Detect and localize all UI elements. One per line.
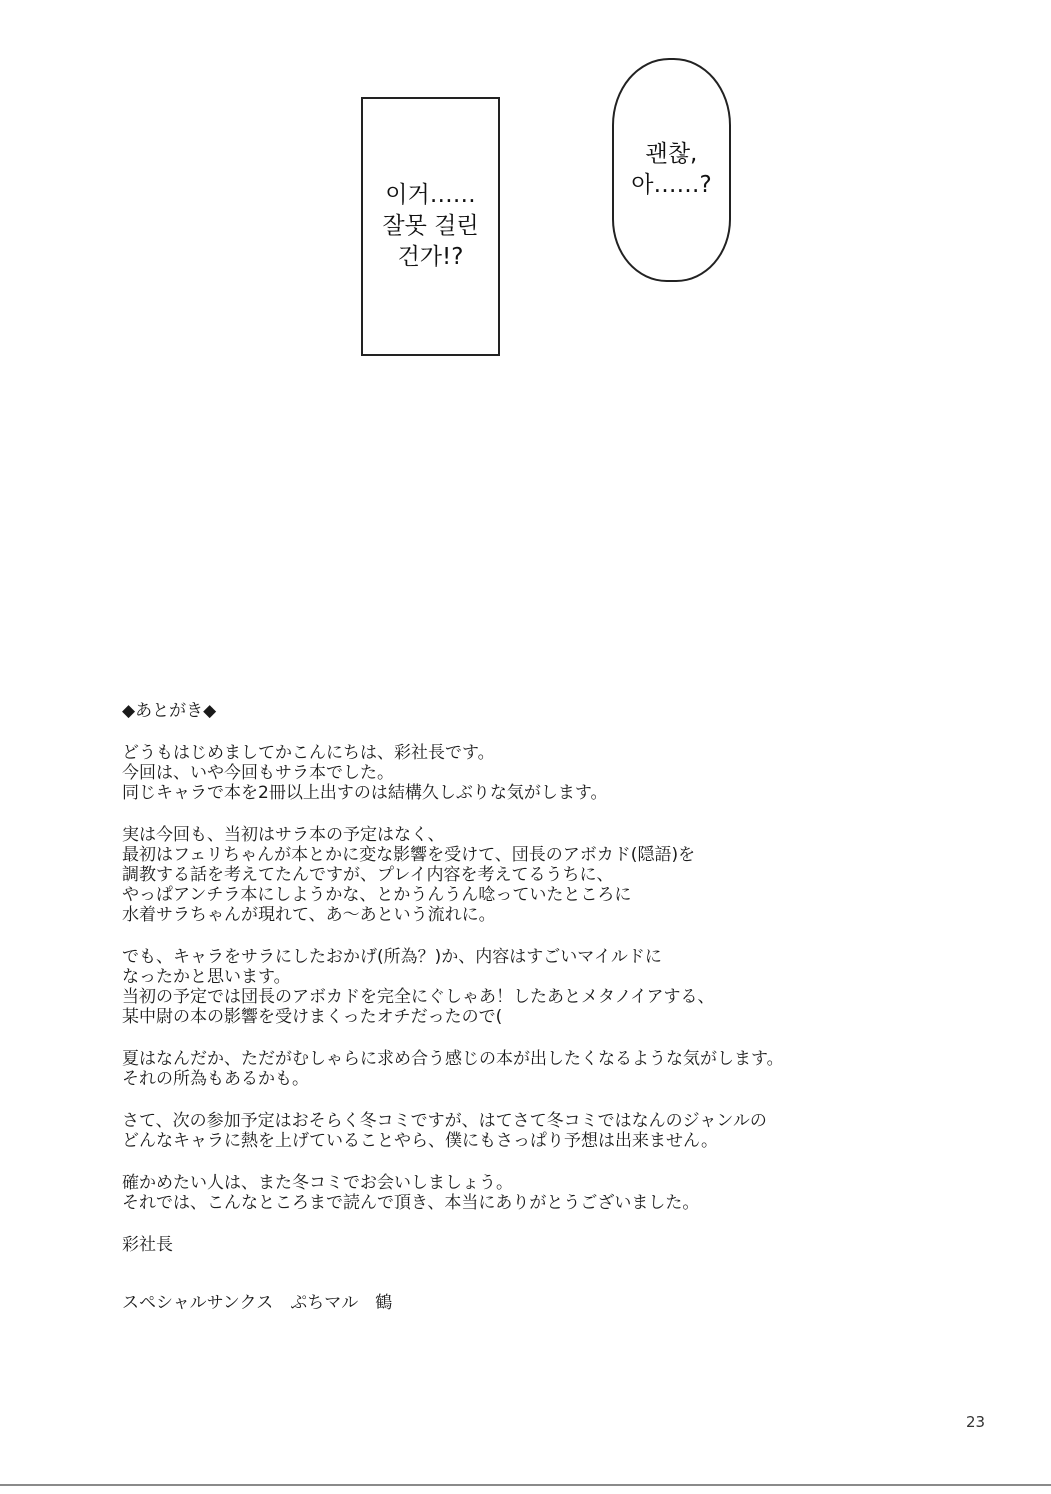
afterword-line: 夏はなんだか、ただがむしゃらに求め合う感じの本が出したくなるような気がします。 [122,1049,784,1069]
afterword-line: 今回は、いや今回もサラ本でした。 [122,763,394,783]
afterword-line: 調教する話を考えてたんですが、プレイ内容を考えてるうちに、 [122,865,614,885]
narration-text: 이거…… 잘못 걸린 건가!? [382,182,479,270]
speech-bubble [612,58,731,282]
speech-bubble-text: 괜찮, 아……? [631,141,712,198]
bottom-divider [0,1484,1051,1486]
afterword-paragraph [122,1111,972,1151]
afterword-line: でも、キャラをサラにしたおかげ(所為？)か、内容はすごいマイルドに [122,947,662,967]
afterword-paragraph [122,1049,972,1089]
afterword-line: 某中尉の本の影響を受けまくったオチだったので( [122,1007,503,1027]
narration-box [361,97,500,356]
afterword-line: 水着サラちゃんが現れて、あ～あという流れに。 [122,905,496,925]
afterword-line: 最初はフェリちゃんが本とかに変な影響を受けて、団長のアボカド(隠語)を [122,845,696,865]
afterword-section [122,701,972,1313]
afterword-line: さて、次の参加予定はおそらく冬コミですが、はてさて冬コミではなんのジャンルの [122,1111,767,1131]
afterword-paragraph [122,743,972,803]
page-number: 23 [966,1413,986,1431]
afterword-line: 当初の予定では団長のアボカドを完全にぐしゃあ！したあとメタノイアする、 [122,987,715,1007]
afterword-line: それでは、こんなところまで読んで頂き、本当にありがとうございました。 [122,1193,700,1213]
special-thanks: スペシャルサンクス ぷちマル 鶴 [122,1293,393,1313]
author-signature: 彩社長 [122,1235,173,1255]
afterword-line: 確かめたい人は、また冬コミでお会いしましょう。 [122,1173,513,1193]
afterword-line: 同じキャラで本を2冊以上出すのは結構久しぶりな気がします。 [122,783,608,803]
afterword-line: なったかと思います。 [122,967,291,987]
afterword-line: 実は今回も、当初はサラ本の予定はなく、 [122,825,445,845]
afterword-paragraph [122,825,972,925]
afterword-line: どうもはじめましてかこんにちは、彩社長です。 [122,743,495,763]
afterword-paragraph [122,947,972,1027]
afterword-paragraph [122,1173,972,1213]
afterword-line: やっぱアンチラ本にしようかな、とかうんうん唸っていたところに [122,885,632,905]
afterword-line: どんなキャラに熱を上げていることやら、僕にもさっぱり予想は出来ません。 [122,1131,719,1151]
afterword-heading: ◆あとがき◆ [122,701,217,721]
afterword-line: それの所為もあるかも。 [122,1069,309,1089]
